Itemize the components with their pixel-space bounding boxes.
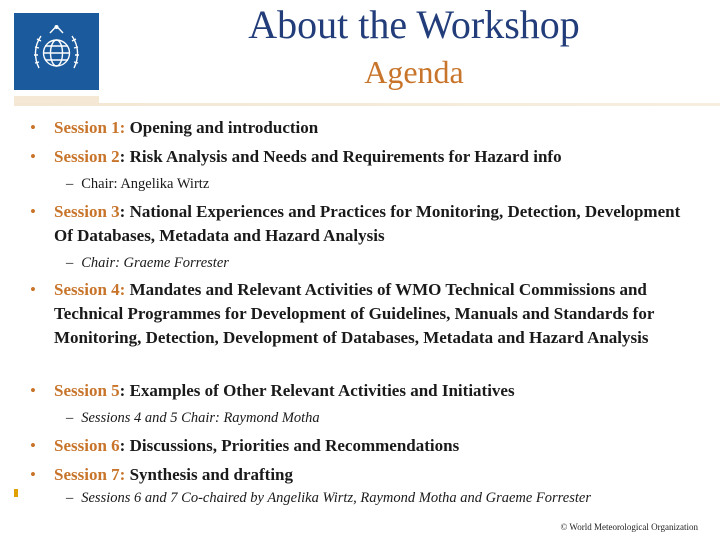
bullet: •	[30, 202, 36, 221]
dash: –	[66, 410, 74, 426]
chair-note-session-2	[66, 174, 706, 194]
chair-note-session-6-7	[66, 488, 706, 508]
header-divider	[14, 103, 720, 106]
bullet: •	[30, 147, 36, 166]
dash: –	[66, 176, 74, 192]
dash: –	[66, 255, 74, 271]
session-title: : Discussions, Priorities and Recommendations	[119, 436, 460, 455]
bullet: •	[30, 118, 36, 137]
session-label: Session 5	[54, 381, 120, 400]
bullet: •	[30, 465, 36, 484]
chair-text: Chair: Angelika Wirtz	[81, 176, 210, 192]
session-label: Session 1:	[54, 118, 126, 137]
session-title: Synthesis and drafting	[125, 465, 294, 484]
bullet: •	[30, 436, 36, 455]
page-subtitle: Agenda	[364, 54, 464, 90]
bullet: •	[30, 381, 36, 400]
dash: –	[66, 490, 74, 506]
chair-note-session-3	[66, 253, 706, 273]
session-label: Session 3	[54, 202, 120, 221]
chair-text: Chair: Graeme Forrester	[81, 255, 229, 271]
chair-text: Sessions 6 and 7 Co-chaired by Angelika Wirtz, Raymond Motha and Graeme Forrester	[81, 490, 591, 506]
session-label: Session 4:	[54, 280, 126, 299]
session-label: Session 7:	[54, 465, 126, 484]
bullet: •	[30, 280, 36, 299]
session-label: Session 6	[54, 436, 120, 455]
chair-text: Sessions 4 and 5 Chair: Raymond Motha	[81, 410, 320, 426]
session-label: Session 2	[54, 147, 120, 166]
slide-marker	[14, 489, 18, 497]
copyright-footer: © World Meteorological Organization	[560, 522, 698, 532]
session-title: : Risk Analysis and Needs and Requirements for Hazard info	[119, 147, 562, 166]
session-title: : National Experiences and Practices for Monitoring, Detection, Development Of Databases, Metadata and Hazard Analysis	[54, 202, 681, 245]
page-title: About the Workshop	[248, 2, 580, 47]
session-title: Mandates and Relevant Activities of WMO Technical Commissions and Technical Programmes for Development of Guidelines, Manuals and Standards for Monitoring, Detection, Development of Databases, Metadata and Hazard Analysis	[54, 280, 655, 347]
chair-note-session-4-5	[66, 408, 706, 428]
session-title: : Examples of Other Relevant Activities and Initiatives	[119, 381, 515, 400]
session-title: Opening and introduction	[125, 118, 319, 137]
